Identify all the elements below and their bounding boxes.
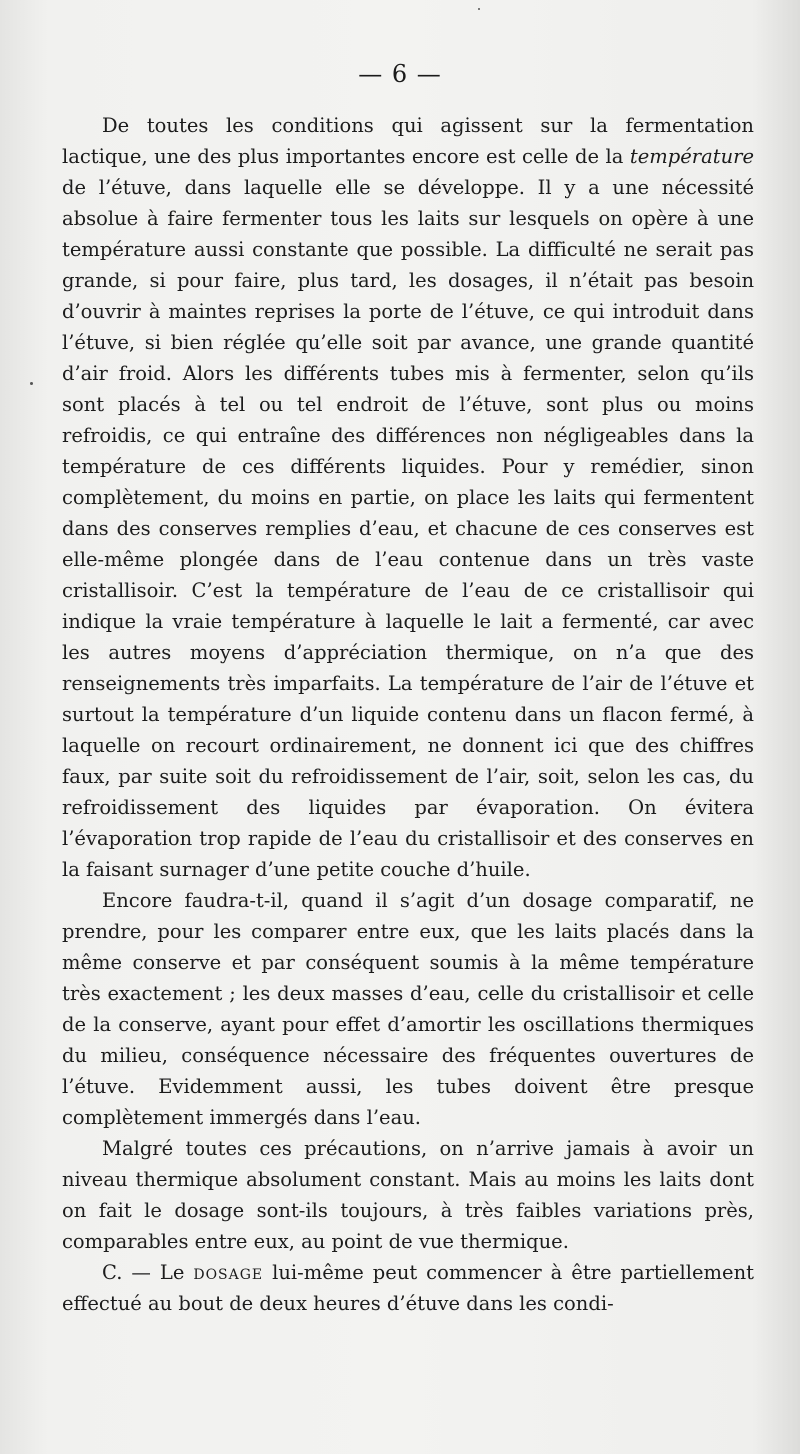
print-speck [30, 382, 33, 385]
print-speck [478, 8, 480, 10]
page-number: — 6 — [358, 60, 442, 88]
paragraph-1-text-b: de l’étuve, dans laquelle elle se développe. Il y a une nécessité absolue à faire fermenter tous les laits sur lesquels on opère à une température aussi constante que possible. La difficulté ne serait pas grande, si pour faire, plus tard, les dosages, il n’était pas besoin d’ouvrir à maintes reprises la porte de l’étuve, ce qui introduit dans l’étuve, si bien réglée qu’elle soit par avance, une grande quantité d’air froid. Alors les différents tubes mis à fermenter, selon qu’ils sont placés à tel ou tel endroit de l’étuve, sont plus ou moins refroidis, ce qui entraîne des différences non négligeables dans la température de ces différents liquides. Pour y remédier, sinon complètement, du moins en partie, on place les laits qui fermentent dans des conserves remplies d’eau, et chacune de ces conserves est elle-même plongée dans de l’eau contenue dans un très vaste cristallisoir. C’est la température de l’eau de ce cristallisoir qui indique la vraie température à laquelle le lait a fermenté, car avec les autres moyens d’appréciation thermique, on n’a que des renseignements très imparfaits. La température de l’air de l’étuve et surtout la température d’un liquide contenu dans un flacon fermé, à laquelle on recourt ordinairement, ne donnent ici que des chiffres faux, par suite soit du refroidissement de l’air, soit, selon les cas, du refroidissement des liquides par évaporation. On évitera l’évaporation trop rapide de l’eau du cristallisoir et des conserves en la faisant surnager d’une petite couche d’huile. [62, 176, 754, 881]
paragraph-4 [62, 1257, 754, 1319]
paragraph-3: Malgré toutes ces précautions, on n’arrive jamais à avoir un niveau thermique absolument constant. Mais au moins les laits dont on fait le dosage sont-ils toujours, à très faibles variations près, comparables entre eux, au point de vue thermique. [62, 1137, 754, 1253]
paragraph-4-rest: lui-même peut commencer à être partiellement effectué au bout de deux heures d’étuve dans les condi- [62, 1261, 754, 1315]
paragraph-1 [62, 110, 754, 885]
paragraph-4-lead: C. — Le [102, 1261, 194, 1284]
italic-term: température [629, 145, 754, 168]
small-caps-term: dosage [193, 1261, 264, 1284]
body-text [62, 110, 754, 1319]
paragraph-2: Encore faudra-t-il, quand il s’agit d’un dosage comparatif, ne prendre, pour les comparer entre eux, que les laits placés dans la même conserve et par conséquent soumis à la même température très exactement ; les deux masses d’eau, celle du cristallisoir et celle de la conserve, ayant pour effet d’amortir les oscillations thermiques du milieu, conséquence nécessaire des fréquentes ouvertures de l’étuve. Evidemment aussi, les tubes doivent être presque complètement immergés dans l’eau. [62, 889, 754, 1129]
paragraph-1-text-a: De toutes les conditions qui agissent sur la fermentation lactique, une des plus importantes encore est celle de la [62, 114, 754, 168]
